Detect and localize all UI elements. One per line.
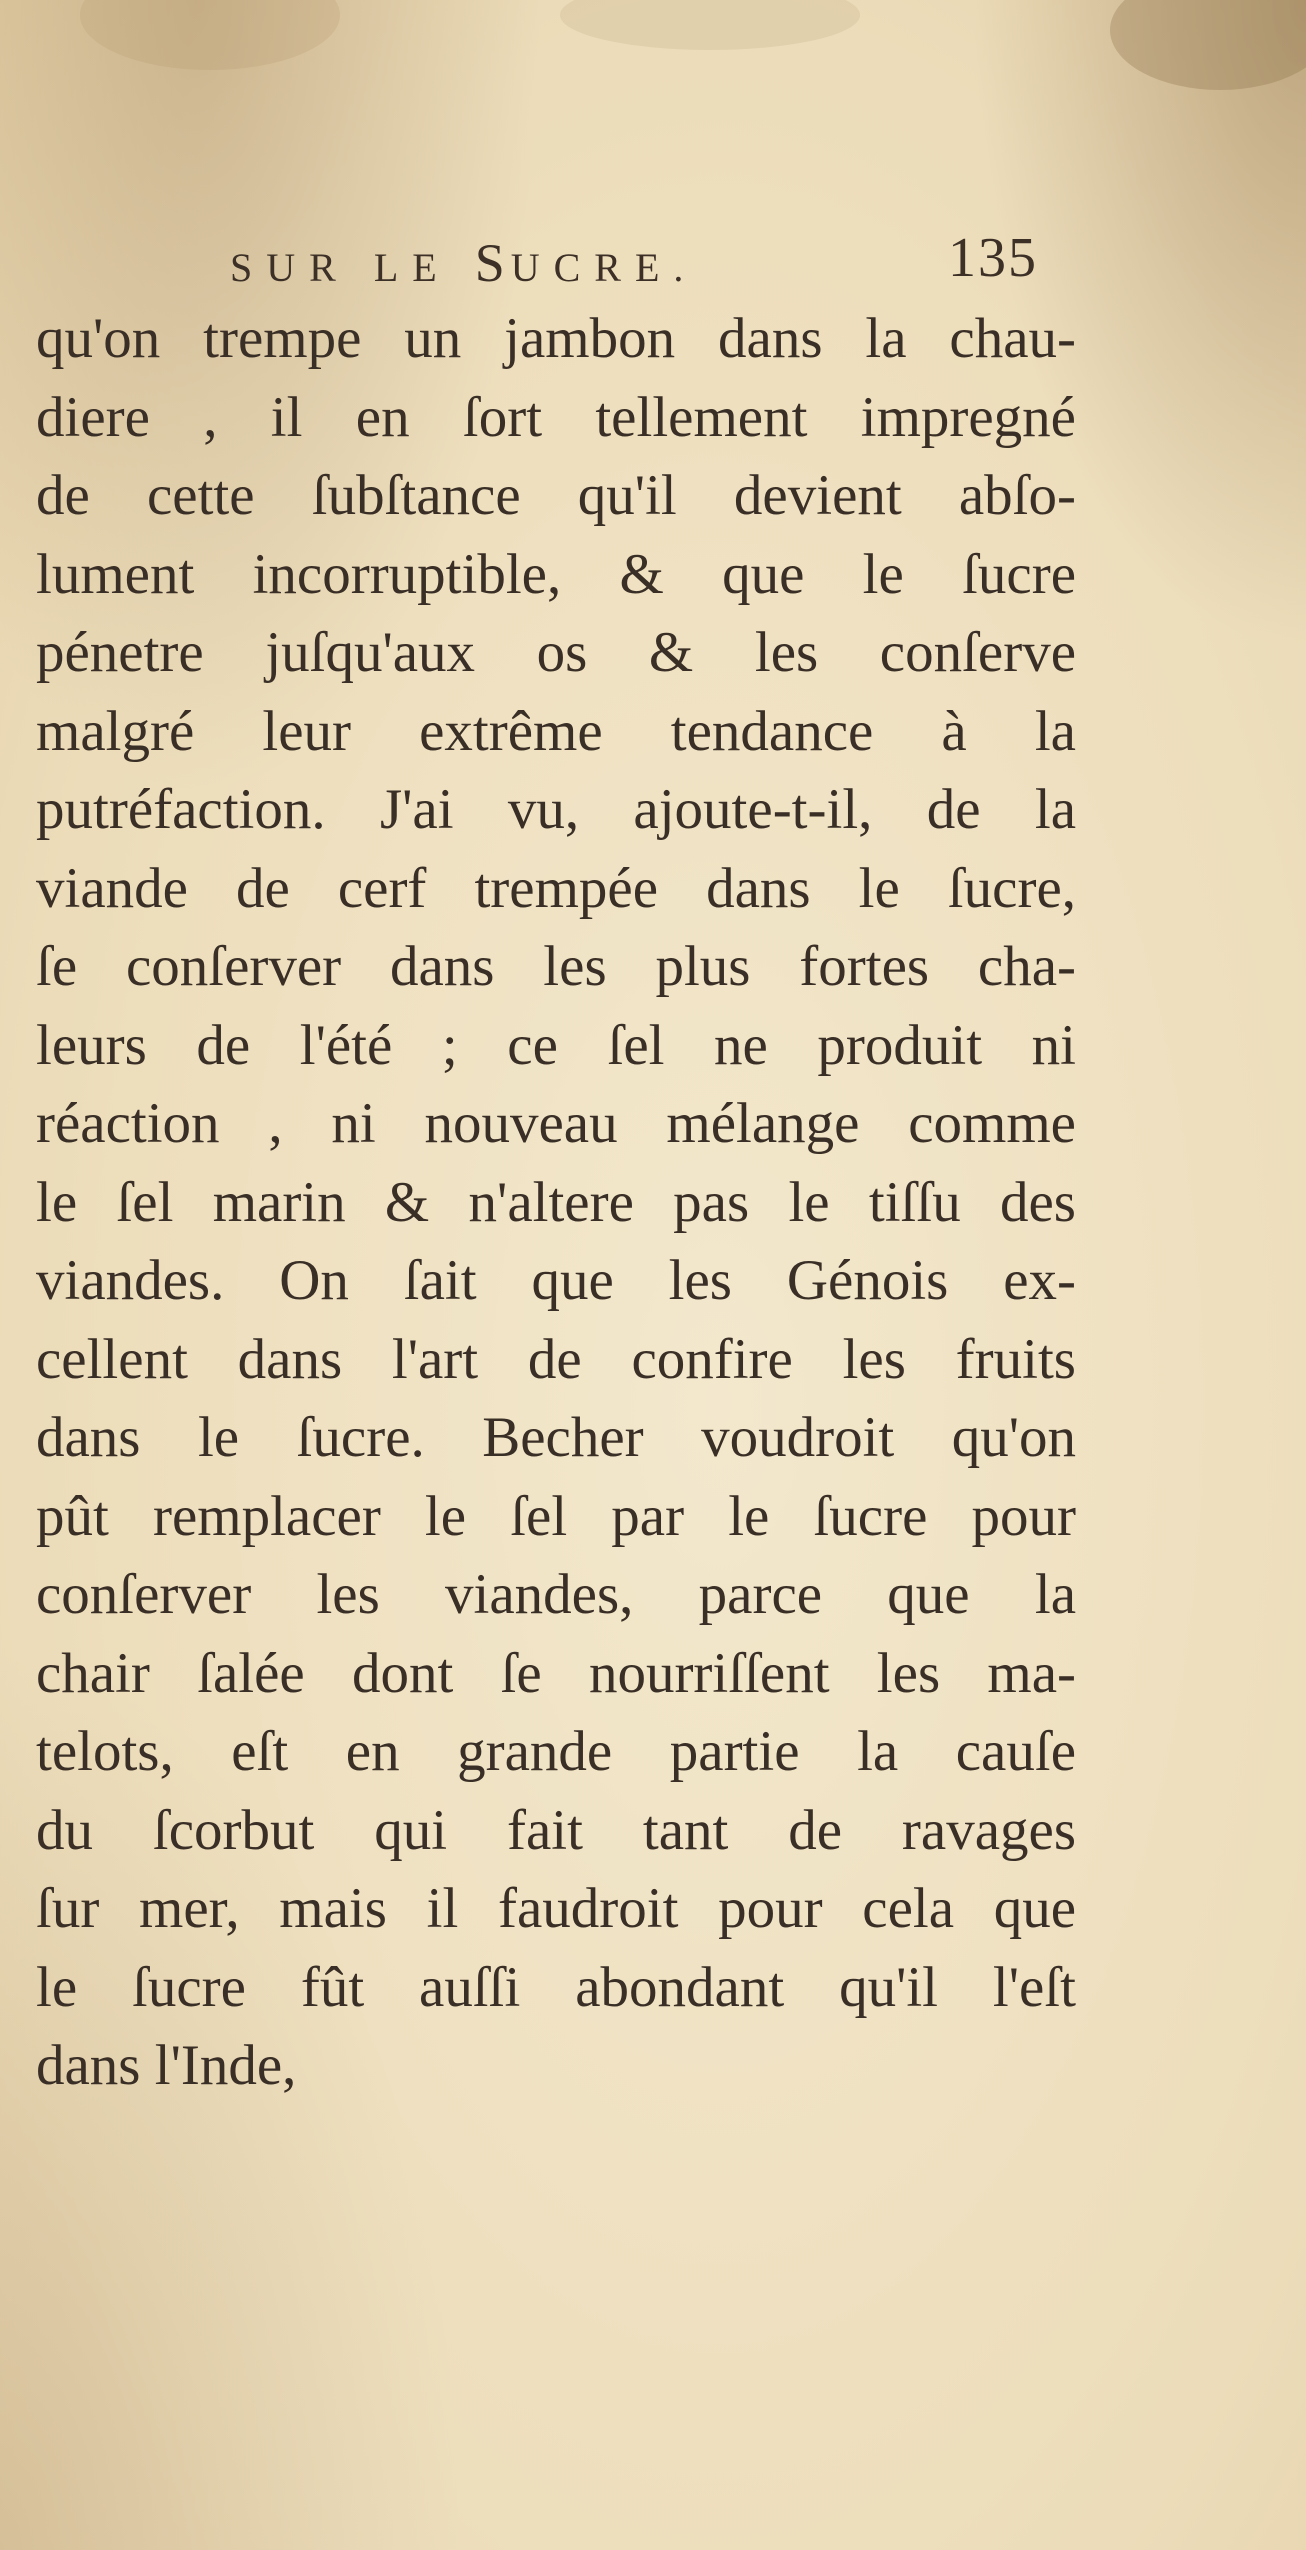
- text-line: dans l'Inde,: [36, 2034, 297, 2097]
- paper-stain: [560, 0, 860, 50]
- page-number: 135: [948, 227, 1038, 289]
- paper-stain: [1110, 0, 1306, 90]
- text-line: ſe conſerver dans les plus fortes cha-: [36, 935, 1076, 998]
- running-head-title: [230, 232, 697, 294]
- text-line: pût remplacer le ſel par le ſucre pour: [36, 1484, 1076, 1548]
- text-line: lument incorruptible, & que le ſucre: [36, 542, 1076, 606]
- text-line: du ſcorbut qui fait tant de ravages: [36, 1798, 1076, 1862]
- text-line: telots, eſt en grande partie la cauſe: [36, 1720, 1076, 1783]
- text-line: putréfaction. J'ai vu, ajoute-t-il, de la: [36, 778, 1076, 841]
- text-line: conſerver les viandes, parce que la: [36, 1563, 1076, 1626]
- text-line: malgré leur extrême tendance à la: [36, 699, 1076, 763]
- text-line: ſur mer, mais il faudroit pour cela que: [36, 1877, 1076, 1940]
- text-line: viandes. On ſait que les Génois ex-: [36, 1249, 1076, 1312]
- text-line: réaction , ni nouveau mélange comme: [36, 1092, 1076, 1155]
- running-head: [230, 227, 1130, 293]
- text-line: le ſel marin & n'altere pas le tiſſu des: [36, 1170, 1076, 1234]
- text-line: cellent dans l'art de confire les fruits: [36, 1327, 1076, 1391]
- text-line: chair ſalée dont ſe nourriſſent les ma-: [36, 1641, 1076, 1705]
- paper-stain: [80, 0, 340, 70]
- text-line: pénetre juſqu'aux os & les conſerve: [36, 621, 1076, 684]
- body-text: [36, 300, 1076, 2106]
- text-line: dans le ſucre. Becher voudroit qu'on: [36, 1406, 1076, 1469]
- text-line: leurs de l'été ; ce ſel ne produit ni: [36, 1013, 1076, 1077]
- text-line: qu'on trempe un jambon dans la chau-: [36, 307, 1076, 370]
- text-line: de cette ſubſtance qu'il devient abſo-: [36, 464, 1076, 527]
- text-line: diere , il en ſort tellement impregné: [36, 385, 1076, 449]
- text-line: viande de cerf trempée dans le ſucre,: [36, 856, 1076, 920]
- running-head-prefix: SUR LE: [230, 245, 475, 290]
- text-line: le ſucre fût auſſi abondant qu'il l'eſt: [36, 1955, 1076, 2019]
- running-head-initial: S: [474, 233, 511, 293]
- running-head-rest: UCRE.: [510, 245, 698, 290]
